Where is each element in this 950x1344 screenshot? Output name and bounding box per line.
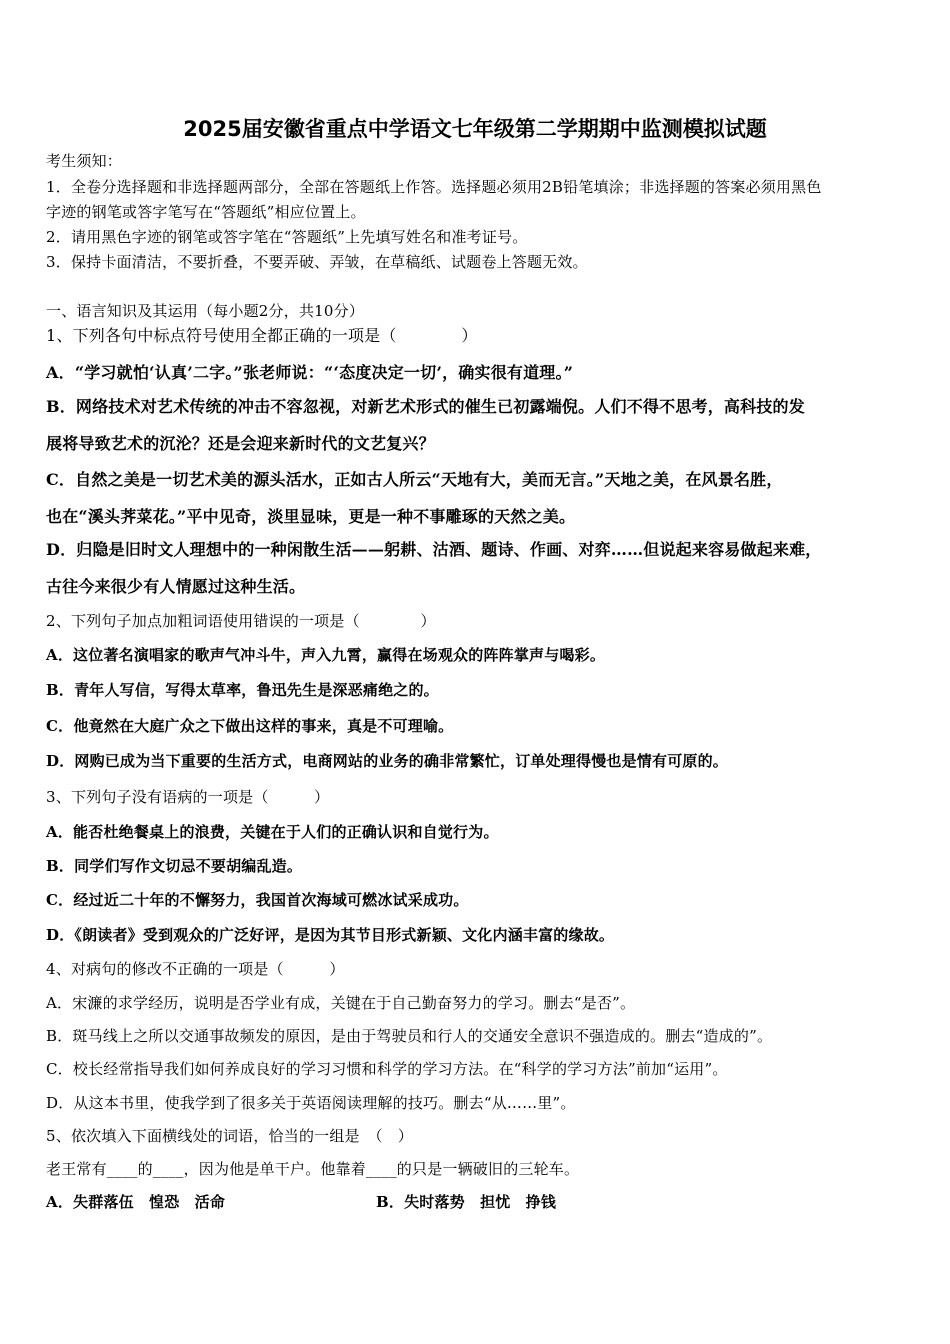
q4-option-a: A．宋濂的求学经历，说明是否学业有成，关键在于自己勤奋努力的学习。删去“是否”。: [46, 994, 636, 1012]
notice-heading: 考生须知：: [46, 152, 123, 170]
q2-option-c: C．他竟然在大庭广众之下做出这样的事来，真是不可理喻。: [46, 717, 454, 735]
q1-option-a: A．“学习就怕‘认真’二字。”张老师说：“‘态度决定一切’，确实很有道理。”: [46, 363, 574, 382]
q4-option-b: B．斑马线上之所以交通事故频发的原因，是由于驾驶员和行人的交通安全意识不强造成的。删去“造成的”。: [46, 1027, 773, 1045]
section-heading: 一、语言知识及其运用（每小题2分，共10分）: [46, 302, 365, 320]
q1-option-b: B．网络技术对艺术传统的冲击不容忽视，对新艺术形式的催生已初露端倪。人们不得不思考，高科技的发: [46, 397, 805, 416]
q3-option-a: A．能否杜绝餐桌上的浪费，关键在于人们的正确认识和自觉行为。: [46, 823, 499, 841]
q1-option-d: D．归隐是旧时文人理想中的一种闲散生活——躬耕、沽酒、题诗、作画、对弈……但说起来容易做起来难，: [46, 540, 822, 559]
notice-item: 1．全卷分选择题和非选择题两部分，全部在答题纸上作答。选择题必须用2B铅笔填涂；非选择题的答案必须用黑色: [46, 178, 822, 196]
q1-option-d-cont: 古往今来很少有人情愿过这种生活。: [46, 577, 306, 596]
question-1-stem: 1、下列各句中标点符号使用全都正确的一项是（ ）: [46, 326, 478, 345]
notice-item: 字迹的钢笔或答字笔写在“答题纸”相应位置上。: [46, 203, 366, 221]
q4-option-d: D．从这本书里，使我学到了很多关于英语阅读理解的技巧。删去“从……里”。: [46, 1094, 576, 1112]
q1-option-b-cont: 展将导致艺术的沉沦？还是会迎来新时代的文艺复兴？: [46, 434, 435, 453]
q3-option-b: B．同学们写作文切忌不要胡编乱造。: [46, 857, 303, 875]
question-2-stem: 2、下列句子加点加粗词语使用错误的一项是（ ）: [46, 612, 436, 630]
question-4-stem: 4、对病句的修改不正确的一项是（ ）: [46, 960, 345, 978]
q2-option-b: B．青年人写信，写得太草率，鲁迅先生是深恶痛绝之的。: [46, 681, 439, 699]
q3-option-c: C．经过近二十年的不懈努力，我国首次海域可燃冰试采成功。: [46, 891, 469, 909]
question-5-stem: 5、依次填入下面横线处的词语，恰当的一组是 （ ）: [46, 1127, 414, 1145]
q4-option-c: C．校长经常指导我们如何养成良好的学习习惯和科学的学习方法。在“科学的学习方法”前加“运用”。: [46, 1060, 728, 1078]
q2-option-d: D．网购已成为当下重要的生活方式，电商网站的业务的确非常繁忙，订单处理得慢也是情有可原的。: [46, 752, 729, 770]
q1-option-c: C．自然之美是一切艺术美的源头活水，正如古人所云“天地有大，美而无言。”天地之美，在风景名胜，: [46, 470, 783, 489]
notice-item: 2．请用黑色字迹的钢笔或答字笔在“答题纸”上先填写姓名和准考证号。: [46, 228, 528, 246]
q5-option-a: A．失群落伍 惶恐 活命: [46, 1193, 226, 1211]
notice-item: 3．保持卡面清洁，不要折叠，不要弄破、弄皱，在草稿纸、试题卷上答题无效。: [46, 253, 588, 271]
q2-option-a: A．这位著名演唱家的歌声气冲斗牛，声入九霄，赢得在场观众的阵阵掌声与喝彩。: [46, 646, 606, 664]
q5-option-b: B．失时落势 担忧 挣钱: [376, 1193, 557, 1211]
q5-passage: 老王常有____的____，因为他是单干户。他靠着____的只是一辆破旧的三轮车。: [46, 1160, 580, 1178]
question-3-stem: 3、下列句子没有语病的一项是（ ）: [46, 788, 330, 806]
q1-option-c-cont: 也在“溪头荠菜花。”平中见奇，淡里显味，更是一种不事雕琢的天然之美。: [46, 507, 576, 526]
page-title: 2025届安徽省重点中学语文七年级第二学期期中监测模拟试题: [183, 117, 767, 141]
q3-option-d: D．《朗读者》受到观众的广泛好评，是因为其节目形式新颖、文化内涵丰富的缘故。: [46, 926, 615, 944]
